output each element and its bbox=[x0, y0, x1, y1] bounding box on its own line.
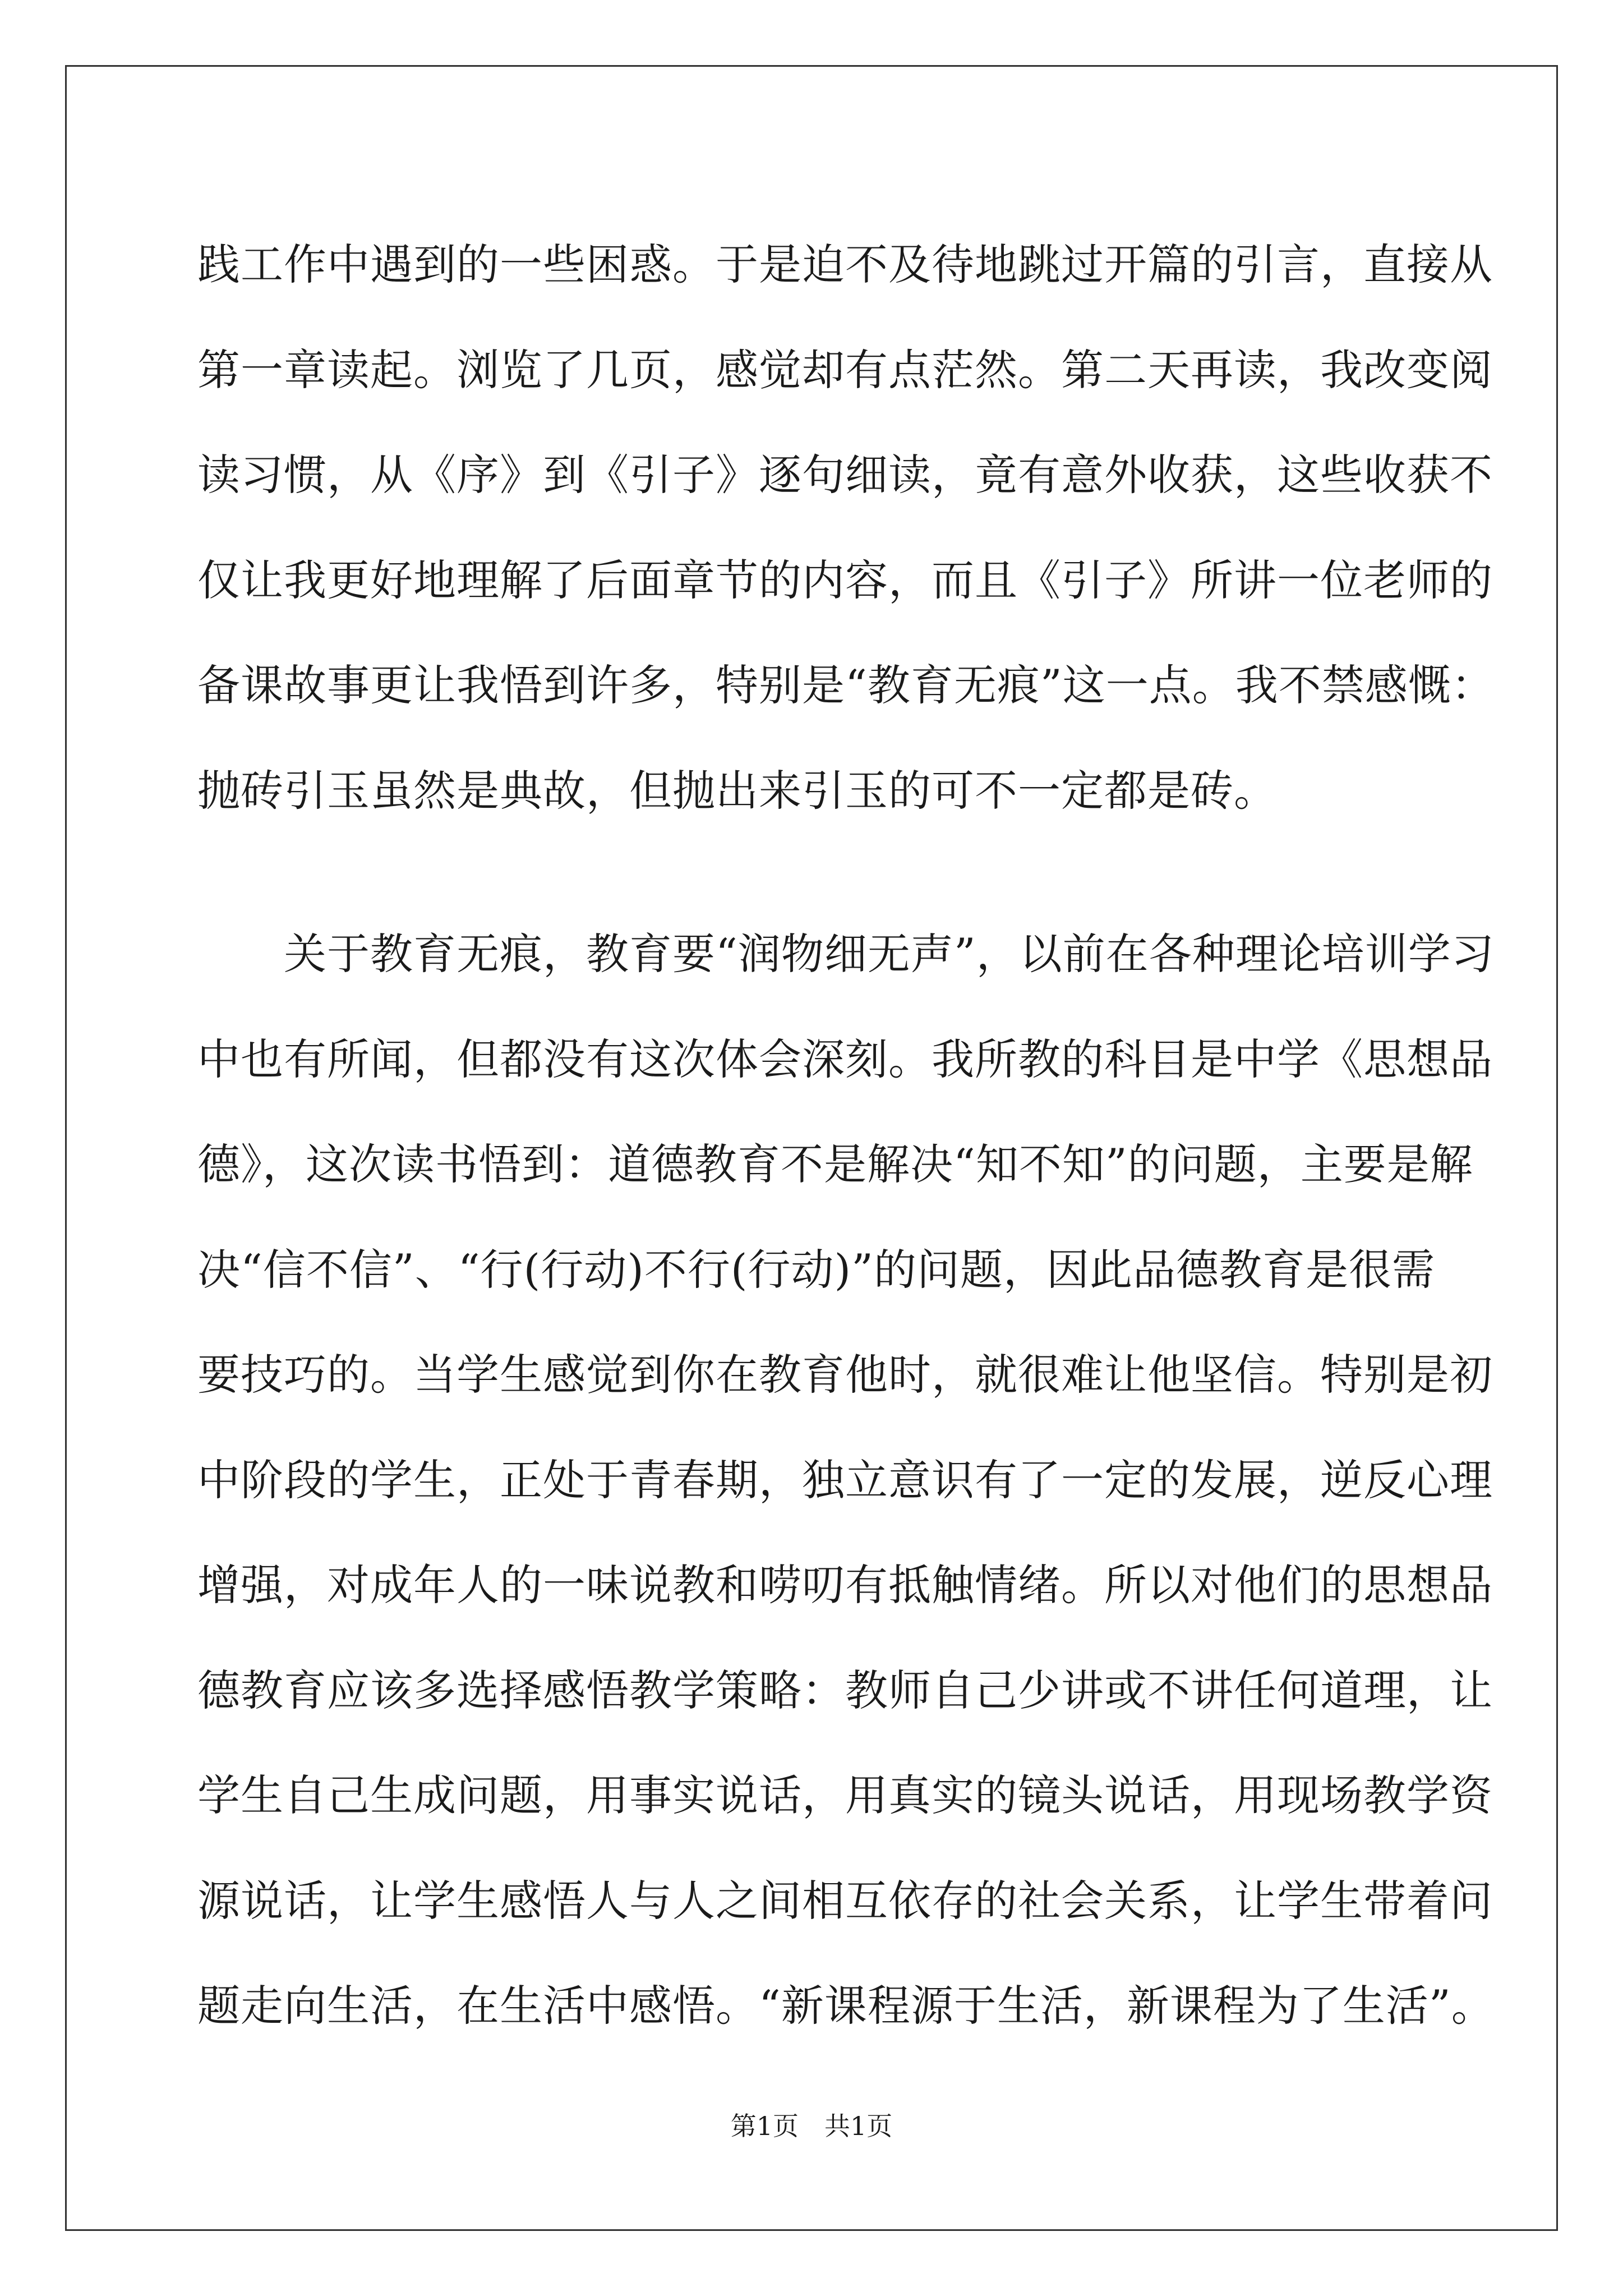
text-line: 中也有所闻，但都没有这次体会深刻。我所教的科目是中学《思想品 bbox=[197, 1034, 1493, 1084]
page-number-footer: 第1页 共1页 bbox=[730, 2111, 893, 2141]
paragraph-2 bbox=[197, 901, 1495, 2059]
text-line: 要技巧的。当学生感觉到你在教育他时，就很难让他坚信。特别是初 bbox=[197, 1350, 1493, 1400]
paragraph-gap bbox=[197, 843, 1431, 901]
document-body bbox=[197, 212, 1495, 2059]
paragraph-1 bbox=[197, 212, 1495, 843]
text-line: 源说话，让学生感悟人与人之间相互依存的社会关系，让学生带着问 bbox=[197, 1875, 1493, 1926]
text-line: 决“信不信”、“行(行动)不行(行动)”的问题，因此品德教育是很需 bbox=[197, 1244, 1436, 1295]
text-line: 读习惯，从《序》到《引子》逐句细读，竟有意外收获，这些收获不 bbox=[197, 450, 1493, 500]
text-line: 践工作中遇到的一些困惑。于是迫不及待地跳过开篇的引言，直接从 bbox=[197, 240, 1493, 289]
text-line: 仅让我更好地理解了后面章节的内容，而且《引子》所讲一位老师的 bbox=[197, 555, 1493, 605]
text-line: 德》，这次读书悟到：道德教育不是解决“知不知”的问题，主要是解 bbox=[197, 1139, 1473, 1189]
text-line: 题走向生活，在生活中感悟。“新课程源于生活，新课程为了生活”。 bbox=[197, 1981, 1495, 2031]
text-line: 学生自己生成问题，用事实说话，用真实的镜头说话，用现场教学资 bbox=[197, 1770, 1493, 1820]
text-line: 第一章读起。浏览了几页，感觉却有点茫然。第二天再读，我改变阅 bbox=[197, 344, 1493, 395]
text-line: 增强，对成年人的一味说教和唠叨有抵触情绪。所以对他们的思想品 bbox=[197, 1560, 1493, 1610]
text-line: 中阶段的学生，正处于青春期，独立意识有了一定的发展，逆反心理 bbox=[197, 1455, 1493, 1505]
text-line: 备课故事更让我悟到许多，特别是“教育无痕”这一点。我不禁感慨： bbox=[197, 660, 1495, 710]
text-line: 关于教育无痕，教育要“润物细无声”，以前在各种理论培训学习 bbox=[197, 929, 1495, 979]
text-line: 德教育应该多选择感悟教学策略：教师自己少讲或不讲任何道理，让 bbox=[197, 1665, 1493, 1715]
text-line: 抛砖引玉虽然是典故，但抛出来引玉的可不一定都是砖。 bbox=[197, 765, 1277, 816]
